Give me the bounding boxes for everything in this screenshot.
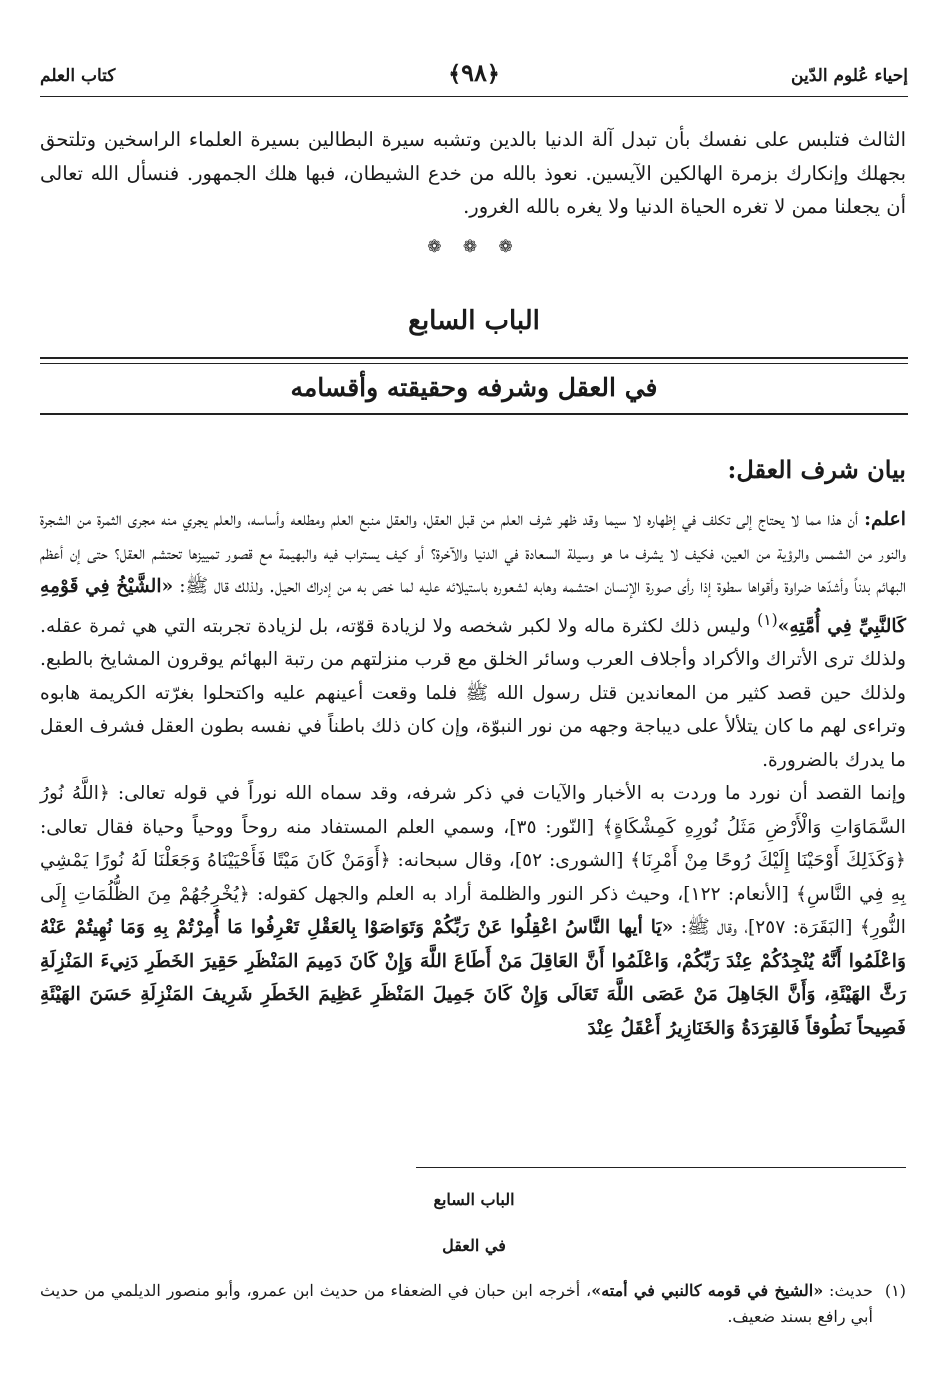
chapter-subtitle: في العقل وشرفه وحقيقته وأقسامه xyxy=(290,373,658,402)
footnote-heading-topic: في العقل xyxy=(442,1236,506,1255)
intro-paragraph: الثالث فتلبس على نفسك بأن تبدل آلة الدنيا بالدين وتشبه سيرة البطالين بسيرة العلماء الراسخين وتلتحق بجهلك وإنكارك بزمرة الهالكين الآيسين. نعوذ بالله من خدع الشيطان، فبها هلك الجمهور. فنسأل الله تعالى أن يجعلنا ممن لا تغره الحياة الدنيا ولا يغره بالله الغرور. xyxy=(40,128,906,218)
ornament-left-icon: ﴿ xyxy=(486,61,500,87)
footnote-heading-chapter: الباب السابع xyxy=(433,1190,515,1209)
paragraph-2: وليس ذلك لكثرة ماله ولا لكبر شخصه ولا لزيادة قوّته، بل لزيادة تجربته التي هي ثمرة عقله. ولذلك ترى الأتراك والأكراد وأجلاف العرب وسائر الخلق مع قرب منزلتهم من رتبة البهائم يوقرون المشايخ بالطبع. ولذلك حين قصد كثير من المعاندين قتل رسول الله ﷺ فلما وقعت أعينهم عليه واكتحلوا بغرّته الكريمة هابوه وتراءى لهم ما كان يتلألأ على ديباجة وجهه من نور النبوّة، وإن كان ذلك باطناً في نفسه بطون العقل فشرف العقل ما يدرك بالضرورة. xyxy=(40,615,906,771)
section-heading: بيان شرف العقل: xyxy=(727,455,906,484)
subtitle-rule xyxy=(40,363,908,364)
footnote-label: حديث: xyxy=(829,1281,873,1300)
paragraph-3: وإنما القصد أن نورد ما وردت به الأخبار والآيات في ذكر شرفه، وقد سماه الله نوراً في قوله تعالى: ﴿اللَّهُ نُورُ السَّمَاوَاتِ وَالْأَرْضِ مَثَلُ نُورِهِ كَمِشْكَاةٍ﴾ [النّور: ٣٥]، وسمي العلم المستفاد منه روحاً ووحياً وحياة فقال تعالى: ﴿وَكَذَلِكَ أَوْحَيْنَا إِلَيْكَ رُوحًا مِنْ أَمْرِنَا﴾ [الشورى: ٥٢]، وقال سبحانه: ﴿أَوَمَنْ كَانَ مَيْتًا فَأَحْيَيْنَاهُ وَجَعَلْنَا لَهُ نُورًا يَمْشِي بِهِ فِي النَّاسِ﴾ [الأنعام: ١٢٢]، وحيث ذكر النور والظلمة أراد به العلم والجهل كقوله: ﴿يُخْرِجُهُمْ مِنَ الظُّلُمَاتِ إِلَى النُّورِ﴾ [البَقَرَة: ٢٥٧]، وقال ﷺ: xyxy=(40,783,907,939)
page-number-value: ٩٨ xyxy=(461,58,487,87)
lead-word: اعلم: xyxy=(864,508,906,530)
paragraph-1: أن هذا مما لا يحتاج إلى تكلف في إظهاره لا سيما وقد ظهر شرف العلم من قبل العقل، والعقل منبع العلم ومطلعه وأساسه، والعلم يجري منه مجرى الثمرة من الشجرة والنور من الشمس والرؤية من العين، فكيف لا يشرف ما هو وسيلة السعادة في الدنيا والآخرة؟ أو كيف يستراب فيه والبهيمة مع قصور تمييزها تحتشم العقل؟ حتى إن أعظم البهائم بدناً وأشدّها ضراوة وأقواها سطوة إذا رأى صورة الإنسان احتشمه وهابه لشعوره باستيلائه عليه لما خص به من إدراك الحيل. ولذلك قال ﷺ: xyxy=(40,509,906,597)
footnote-separator xyxy=(416,1167,906,1168)
ornament-right-icon: ﴾ xyxy=(448,61,462,87)
footnote-hadith: «الشيخ في قومه كالنبي في أمته» xyxy=(591,1281,824,1300)
chapter-subtitle-box xyxy=(40,357,908,415)
running-header xyxy=(40,52,908,97)
page-number xyxy=(448,58,500,87)
footnote-number: (١) xyxy=(884,1281,906,1300)
chapter-title: الباب السابع xyxy=(408,306,540,336)
section-title: كتاب العلم xyxy=(40,66,116,86)
footnote-body xyxy=(40,1278,873,1330)
book-title: إحياء عُلوم الدّين xyxy=(791,66,908,86)
footnote-text: ، أخرجه ابن حبان في الضعفاء من حديث ابن عمرو، وأبو منصور الديلمي من حديث أبي رافع بسند ضعيف. xyxy=(40,1281,873,1326)
hadith-elder: «الشَّيْخُ فِي قَوْمِهِ كَالنَّبِيِّ فِي أُمَّتِهِ» xyxy=(40,575,906,637)
footnote-1 xyxy=(40,1278,906,1330)
main-text xyxy=(40,503,906,1045)
footnote-reference: (١) xyxy=(757,610,778,629)
hadith-reason: «يَا أيها النَّاسُ اعْقِلُوا عَنْ رَبِّكُمْ وَتَوَاصَوْا بِالعَقْلِ تَعْرِفُوا مَا أُمِرْتُمْ بِهِ وَمَا نُهِيتُمْ عَنْهُ وَاعْلَمُوا أَنَّهُ يُنْجِدُكُمْ عِنْدَ رَبِّكُمْ، وَاعْلَمُوا أَنَّ العَاقِلَ مَنْ أَطَاعَ اللَّهَ وَإِنْ كَانَ دَمِيمَ المَنْظَرِ حَقِيرَ الخَطَرِ دَنِيءَ المَنْزِلَةِ رَثَّ الهَيْئَةِ، وَأَنَّ الجَاهِلَ مَنْ عَصَى اللَّهَ تَعَالَى وَإِنْ كَانَ جَمِيلَ المَنْظَرِ عَظِيمَ الخَطَرِ شَرِيفَ المَنْزِلَةِ حَسَنَ الهَيْئَةِ فَصِيحاً نَطُوقاً فَالقِرَدَةُ وَالخَنَازِيرُ أَعْقَلُ عِنْدَ xyxy=(40,916,906,1039)
star-separator: ❁ ❁ ❁ xyxy=(427,237,521,257)
